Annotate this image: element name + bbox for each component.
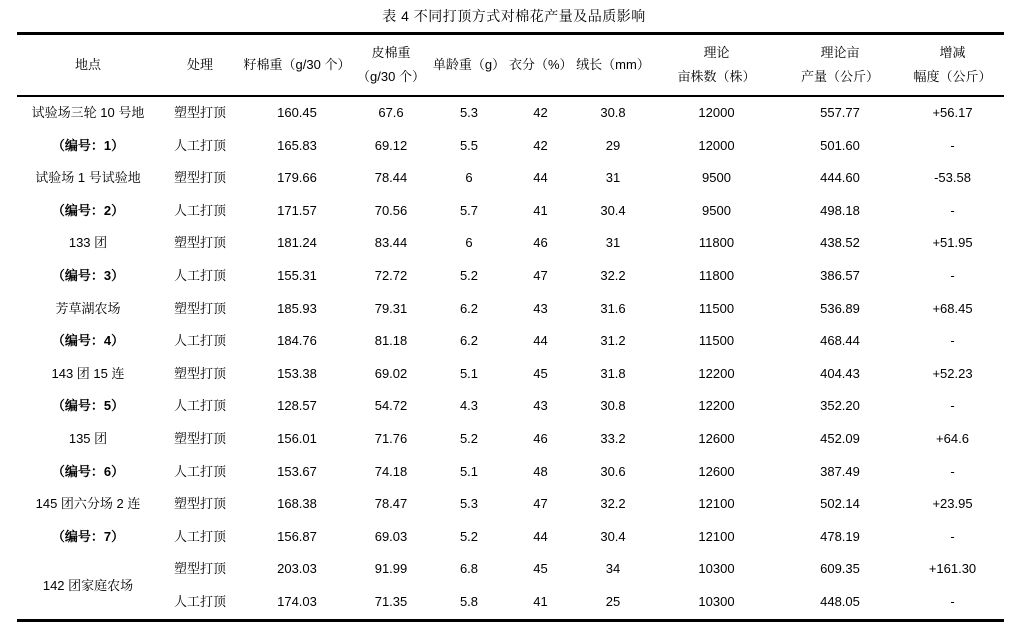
theoretical-yield-cell: 452.09 bbox=[820, 430, 860, 446]
lint-weight-cell: 71.35 bbox=[374, 593, 408, 609]
seed-cotton-weight-cell: 184.76 bbox=[277, 333, 317, 349]
table-row bbox=[17, 293, 1004, 326]
seed-cotton-weight-cell: 185.93 bbox=[277, 300, 317, 316]
seed-cotton-weight-cell: 128.57 bbox=[277, 398, 317, 414]
location-cell: 试验场 1 号试验地 （编号：2） bbox=[35, 170, 141, 218]
treatment-cell: 塑型打顶 bbox=[173, 105, 226, 120]
lint-percent-cell: 44 bbox=[533, 170, 548, 186]
single-boll-weight-cell: 5.3 bbox=[459, 496, 479, 512]
table-row bbox=[17, 390, 1004, 423]
theoretical-plants-cell: 12600 bbox=[698, 430, 735, 446]
seed-cotton-weight-cell: 165.83 bbox=[277, 137, 317, 153]
col-header-change-amount: 增减 幅度（公斤） bbox=[901, 34, 1004, 97]
theoretical-yield-cell: 448.05 bbox=[820, 593, 860, 609]
change-amount-cell: - bbox=[950, 463, 955, 479]
theoretical-plants-cell: 12200 bbox=[698, 365, 735, 381]
lint-percent-cell: 45 bbox=[533, 365, 548, 381]
fiber-length-cell: 31.2 bbox=[600, 333, 626, 349]
col-header-location: 地点 bbox=[17, 34, 159, 97]
change-amount-cell: - bbox=[950, 398, 955, 414]
treatment-cell: 塑型打顶 bbox=[173, 365, 226, 381]
theoretical-yield-cell: 352.20 bbox=[820, 398, 860, 414]
theoretical-yield-cell: 536.89 bbox=[820, 300, 860, 316]
table-row bbox=[17, 260, 1004, 293]
seed-cotton-weight-cell: 153.67 bbox=[277, 463, 317, 479]
lint-weight-cell: 78.47 bbox=[374, 496, 408, 512]
single-boll-weight-cell: 6.8 bbox=[459, 561, 479, 577]
theoretical-plants-cell: 11500 bbox=[698, 333, 735, 349]
location-cell: 142 团家庭农场 bbox=[42, 577, 134, 593]
single-boll-weight-cell: 5.2 bbox=[459, 528, 479, 544]
lint-percent-cell: 44 bbox=[533, 333, 548, 349]
change-amount-cell: +56.17 bbox=[932, 105, 973, 120]
table-row bbox=[17, 521, 1004, 554]
col-header-fiber-length: 绒长（mm） bbox=[572, 34, 654, 97]
lint-weight-cell: 74.18 bbox=[374, 463, 408, 479]
change-amount-cell: +68.45 bbox=[932, 300, 973, 316]
fiber-length-cell: 33.2 bbox=[600, 430, 626, 446]
col-header-theoretical-plants: 理论 亩株数（株） bbox=[654, 34, 779, 97]
change-amount-cell: - bbox=[950, 333, 955, 349]
fiber-length-cell: 31.6 bbox=[600, 300, 626, 316]
lint-percent-cell: 47 bbox=[533, 496, 548, 512]
treatment-cell: 人工打顶 bbox=[173, 528, 226, 544]
lint-weight-cell: 67.6 bbox=[378, 105, 404, 120]
single-boll-weight-cell: 5.1 bbox=[459, 365, 479, 381]
theoretical-plants-cell: 9500 bbox=[702, 170, 731, 186]
fiber-length-cell: 30.6 bbox=[600, 463, 626, 479]
lint-weight-cell: 69.02 bbox=[374, 365, 408, 381]
lint-weight-cell: 91.99 bbox=[374, 561, 408, 577]
table-title: 表 4 不同打顶方式对棉花产量及品质影响 bbox=[382, 8, 646, 24]
theoretical-plants-cell: 12000 bbox=[698, 105, 735, 120]
fiber-length-cell: 30.4 bbox=[600, 202, 626, 218]
col-header-theoretical-yield: 理论亩 产量（公斤） bbox=[779, 34, 901, 97]
lint-weight-cell: 78.44 bbox=[374, 170, 408, 186]
treatment-cell: 塑型打顶 bbox=[173, 430, 226, 446]
lint-percent-cell: 43 bbox=[533, 398, 548, 414]
theoretical-yield-cell: 557.77 bbox=[820, 105, 860, 120]
single-boll-weight-cell: 5.7 bbox=[459, 202, 479, 218]
single-boll-weight-cell: 5.2 bbox=[459, 267, 479, 283]
treatment-cell: 塑型打顶 bbox=[173, 496, 226, 512]
treatment-cell: 人工打顶 bbox=[173, 202, 226, 218]
lint-percent-cell: 48 bbox=[533, 463, 548, 479]
theoretical-plants-cell: 12100 bbox=[698, 528, 735, 544]
seed-cotton-weight-cell: 179.66 bbox=[277, 170, 317, 186]
seed-cotton-weight-cell: 160.45 bbox=[277, 105, 317, 120]
single-boll-weight-cell: 5.5 bbox=[459, 137, 479, 153]
lint-percent-cell: 43 bbox=[533, 300, 548, 316]
theoretical-yield-cell: 498.18 bbox=[820, 202, 860, 218]
table-row bbox=[17, 130, 1004, 163]
location-cell: 143 团 15 连 （编号：5） bbox=[51, 365, 125, 414]
location-cell: 试验场三轮 10 号地 （编号：1） bbox=[31, 105, 145, 153]
treatment-cell: 人工打顶 bbox=[173, 137, 226, 153]
theoretical-plants-cell: 10300 bbox=[698, 561, 735, 577]
theoretical-plants-cell: 12200 bbox=[698, 398, 735, 414]
fiber-length-cell: 31.8 bbox=[600, 365, 626, 381]
lint-percent-cell: 47 bbox=[533, 267, 548, 283]
change-amount-cell: +161.30 bbox=[928, 561, 977, 577]
theoretical-yield-cell: 468.44 bbox=[820, 333, 860, 349]
table-row bbox=[17, 162, 1004, 195]
treatment-cell: 人工打顶 bbox=[173, 463, 226, 479]
theoretical-yield-cell: 386.57 bbox=[820, 267, 860, 283]
treatment-cell: 人工打顶 bbox=[173, 267, 226, 283]
table-row bbox=[17, 488, 1004, 521]
seed-cotton-weight-cell: 174.03 bbox=[277, 593, 317, 609]
theoretical-plants-cell: 10300 bbox=[698, 593, 735, 609]
theoretical-plants-cell: 11800 bbox=[698, 235, 735, 251]
fiber-length-cell: 32.2 bbox=[600, 496, 626, 512]
theoretical-yield-cell: 609.35 bbox=[820, 561, 860, 577]
theoretical-yield-cell: 478.19 bbox=[820, 528, 860, 544]
change-amount-cell: -53.58 bbox=[934, 170, 971, 186]
lint-percent-cell: 41 bbox=[533, 202, 548, 218]
table-row bbox=[17, 586, 1004, 620]
treatment-cell: 塑型打顶 bbox=[173, 561, 226, 577]
table-row bbox=[17, 227, 1004, 260]
lint-weight-cell: 69.03 bbox=[374, 528, 408, 544]
fiber-length-cell: 30.4 bbox=[600, 528, 626, 544]
lint-percent-cell: 41 bbox=[533, 593, 548, 609]
single-boll-weight-cell: 6 bbox=[465, 235, 473, 251]
header-row bbox=[17, 34, 1004, 97]
treatment-cell: 塑型打顶 bbox=[173, 300, 226, 316]
cotton-yield-table bbox=[17, 32, 1004, 622]
single-boll-weight-cell: 6 bbox=[465, 170, 473, 186]
single-boll-weight-cell: 5.1 bbox=[459, 463, 479, 479]
fiber-length-cell: 25 bbox=[605, 593, 621, 609]
seed-cotton-weight-cell: 203.03 bbox=[277, 561, 317, 577]
theoretical-plants-cell: 12600 bbox=[698, 463, 735, 479]
table-row bbox=[17, 456, 1004, 489]
single-boll-weight-cell: 4.3 bbox=[459, 398, 479, 414]
table-row bbox=[17, 96, 1004, 130]
fiber-length-cell: 31 bbox=[605, 170, 621, 186]
col-header-lint-weight: 皮棉重 （g/30 个） bbox=[353, 34, 429, 97]
change-amount-cell: +52.23 bbox=[932, 365, 973, 381]
table-row bbox=[17, 358, 1004, 391]
change-amount-cell: +64.6 bbox=[936, 430, 969, 446]
single-boll-weight-cell: 5.3 bbox=[459, 105, 479, 120]
change-amount-cell: - bbox=[950, 528, 955, 544]
fiber-length-cell: 31 bbox=[605, 235, 621, 251]
lint-weight-cell: 71.76 bbox=[374, 430, 408, 446]
theoretical-yield-cell: 404.43 bbox=[820, 365, 860, 381]
fiber-length-cell: 32.2 bbox=[600, 267, 626, 283]
theoretical-plants-cell: 12100 bbox=[698, 496, 735, 512]
theoretical-yield-cell: 501.60 bbox=[820, 137, 860, 153]
location-cell: 145 团六分场 2 连 （编号：7） bbox=[35, 496, 141, 544]
col-header-lint-percent: 衣分（%） bbox=[509, 34, 572, 97]
theoretical-plants-cell: 12000 bbox=[698, 137, 735, 153]
treatment-cell: 塑型打顶 bbox=[173, 170, 226, 186]
seed-cotton-weight-cell: 156.87 bbox=[277, 528, 317, 544]
location-cell: 135 团 （编号：6） bbox=[51, 430, 125, 479]
single-boll-weight-cell: 5.8 bbox=[459, 593, 479, 609]
treatment-cell: 塑型打顶 bbox=[173, 235, 226, 251]
change-amount-cell: - bbox=[950, 593, 955, 609]
fiber-length-cell: 34 bbox=[605, 561, 621, 577]
col-header-single-boll-weight: 单龄重（g） bbox=[429, 34, 509, 97]
theoretical-yield-cell: 387.49 bbox=[820, 463, 860, 479]
seed-cotton-weight-cell: 168.38 bbox=[277, 496, 317, 512]
theoretical-yield-cell: 502.14 bbox=[820, 496, 860, 512]
lint-weight-cell: 72.72 bbox=[374, 267, 408, 283]
lint-weight-cell: 83.44 bbox=[374, 235, 408, 251]
fiber-length-cell: 30.8 bbox=[600, 398, 626, 414]
treatment-cell: 人工打顶 bbox=[173, 333, 226, 349]
change-amount-cell: - bbox=[950, 202, 955, 218]
lint-percent-cell: 46 bbox=[533, 235, 548, 251]
theoretical-yield-cell: 438.52 bbox=[820, 235, 860, 251]
theoretical-plants-cell: 11800 bbox=[698, 267, 735, 283]
treatment-cell: 人工打顶 bbox=[173, 593, 226, 609]
location-cell: 芳草湖农场 （编号：4） bbox=[51, 300, 125, 349]
change-amount-cell: +23.95 bbox=[932, 496, 973, 512]
table-row bbox=[17, 423, 1004, 456]
theoretical-yield-cell: 444.60 bbox=[820, 170, 860, 186]
seed-cotton-weight-cell: 181.24 bbox=[277, 235, 317, 251]
lint-weight-cell: 70.56 bbox=[374, 202, 408, 218]
lint-weight-cell: 81.18 bbox=[374, 333, 408, 349]
change-amount-cell: - bbox=[950, 137, 955, 153]
change-amount-cell: +51.95 bbox=[932, 235, 973, 251]
change-amount-cell: - bbox=[950, 267, 955, 283]
single-boll-weight-cell: 6.2 bbox=[459, 300, 479, 316]
seed-cotton-weight-cell: 156.01 bbox=[277, 430, 317, 446]
seed-cotton-weight-cell: 153.38 bbox=[277, 365, 317, 381]
location-cell: 133 团 （编号：3） bbox=[51, 235, 125, 283]
lint-percent-cell: 44 bbox=[533, 528, 548, 544]
single-boll-weight-cell: 6.2 bbox=[459, 333, 479, 349]
lint-percent-cell: 42 bbox=[533, 137, 548, 153]
table-row bbox=[17, 195, 1004, 228]
col-header-seed-cotton-weight: 籽棉重（g/30 个） bbox=[241, 34, 353, 97]
lint-percent-cell: 46 bbox=[533, 430, 548, 446]
fiber-length-cell: 30.8 bbox=[600, 105, 626, 120]
table-row bbox=[17, 553, 1004, 586]
lint-weight-cell: 54.72 bbox=[374, 398, 408, 414]
lint-weight-cell: 79.31 bbox=[374, 300, 408, 316]
table-row bbox=[17, 325, 1004, 358]
lint-percent-cell: 42 bbox=[533, 105, 548, 120]
seed-cotton-weight-cell: 155.31 bbox=[277, 267, 317, 283]
theoretical-plants-cell: 11500 bbox=[698, 300, 735, 316]
theoretical-plants-cell: 9500 bbox=[702, 202, 731, 218]
lint-percent-cell: 45 bbox=[533, 561, 548, 577]
lint-weight-cell: 69.12 bbox=[374, 137, 408, 153]
col-header-treatment: 处理 bbox=[159, 34, 241, 97]
single-boll-weight-cell: 5.2 bbox=[459, 430, 479, 446]
seed-cotton-weight-cell: 171.57 bbox=[277, 202, 317, 218]
treatment-cell: 人工打顶 bbox=[173, 398, 226, 414]
fiber-length-cell: 29 bbox=[605, 137, 621, 153]
